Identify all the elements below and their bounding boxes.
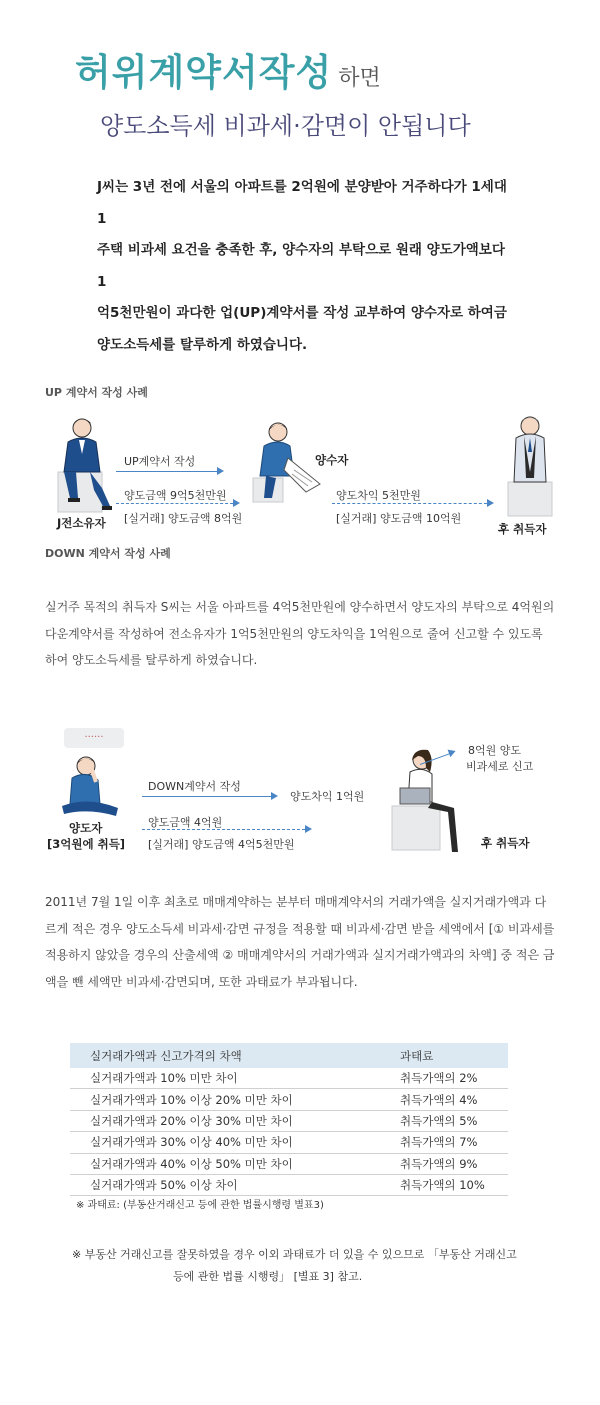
fine-table — [70, 1043, 508, 1196]
intro-line: J씨는 3년 전에 서울의 아파트를 2억원에 분양받아 거주하다가 1세대 1 — [97, 179, 507, 227]
down-arrow2-sub1: 양도금액 4억원 — [148, 816, 223, 829]
buyer-label: 양수자 — [315, 453, 349, 467]
down-case-description: 실거주 목적의 취득자 S씨는 서울 아파트를 4억5천만원에 양수하면서 양도자의 부탁으로 4억원의 다운계약서를 작성하여 전소유자가 1억5천만원의 양도차익을 1억원으로 줄여 신고할 수 있도록 하여 양도소득세를 탈루하게 하였습니다. — [45, 600, 555, 667]
seller-label: J전소유자 — [57, 516, 106, 530]
down-later-buyer-label: 후 취득자 — [481, 836, 530, 850]
intro-line: 주택 비과세 요건을 충족한 후, 양수자의 부탁으로 원래 양도가액보다 1 — [97, 242, 505, 290]
table-cell: 실거래가액과 50% 이상 차이 — [70, 1174, 392, 1195]
up-arrow-1-dashed — [116, 503, 238, 504]
up-arrow1-sub1: 양도금액 9억5천만원 — [124, 489, 227, 502]
table-cell: 실거래가액과 10% 이상 20% 미만 차이 — [70, 1089, 392, 1110]
up-arrow-2-dashed — [332, 503, 492, 504]
up-arrow2-sub1: 양도차익 5천만원 — [336, 489, 421, 502]
down-later-buyer-illustration — [388, 748, 464, 854]
down-case-heading: DOWN 계약서 작성 사례 — [45, 547, 171, 560]
table-row — [70, 1174, 508, 1195]
table-cell: 실거래가액과 30% 이상 40% 미만 차이 — [70, 1132, 392, 1153]
down-seller-label-2: [3억원에 취득] — [47, 837, 126, 851]
table-cell: 취득가액의 4% — [392, 1089, 508, 1110]
table-note: ※ 과태료: (부동산거래신고 등에 관한 법률시행령 별표3) — [76, 1200, 324, 1211]
table-row — [70, 1132, 508, 1153]
footer-line-2: 등에 관한 법률 시행령」 [별표 3] 참고. — [173, 1270, 363, 1283]
up-arrow-1 — [116, 471, 222, 472]
down-seller-label-1: 양도자 — [69, 821, 103, 835]
down-arrow2-sub2: [실거래] 양도금액 4억5천만원 — [148, 838, 295, 851]
down-arrow-2-dashed — [142, 829, 310, 830]
table-row — [70, 1089, 508, 1110]
later-buyer-illustration — [500, 412, 560, 520]
rule-paragraph: 2011년 7월 1일 이후 최초로 매매계약하는 분부터 매매계약서의 거래가액을 실지거래가액과 다르게 적은 경우 양도소득세 비과세·감면 규정을 적용할 때 비과세·감면 받을 세액에서 [① 비과세를 적용하지 않았을 경우의 산출세액 ② 매매계약서의 거래가액과 실지거래가액과의 차액] 중 적은 금액을 뺀 세액만 비과세·감면되며, 또한 과태료가 부과됩니다. — [45, 895, 555, 989]
intro-line: 억5천만원이 과다한 업(UP)계약서를 작성 교부하여 양수자로 하여금 — [97, 305, 507, 321]
title-suffix: 하면 — [338, 66, 381, 91]
table-cell: 취득가액의 5% — [392, 1110, 508, 1131]
table-cell: 취득가액의 2% — [392, 1068, 508, 1089]
table-cell: 실거래가액과 10% 미만 차이 — [70, 1068, 392, 1089]
table-header-fine: 과태료 — [392, 1043, 508, 1068]
table-cell: 실거래가액과 20% 이상 30% 미만 차이 — [70, 1110, 392, 1131]
down-arrow1-result: 양도차익 1억원 — [290, 790, 365, 803]
title-main: 허위계약서작성 — [75, 51, 333, 94]
table-cell: 취득가액의 7% — [392, 1132, 508, 1153]
up-arrow2-sub2: [실거래] 양도금액 10억원 — [336, 512, 462, 525]
intro-paragraph — [97, 172, 517, 361]
table-row — [70, 1110, 508, 1131]
footer-line-1: ※ 부동산 거래신고를 잘못하였을 경우 이외 과태료가 더 있을 수 있으므로 「부동산 거래신고 — [72, 1248, 517, 1261]
table-cell: 실거래가액과 40% 이상 50% 미만 차이 — [70, 1153, 392, 1174]
page-title — [75, 42, 381, 96]
down-later-note-1: 8억원 양도 — [468, 744, 521, 757]
down-seller-illustration — [52, 752, 126, 822]
table-header-row — [70, 1043, 508, 1068]
table-header-diff: 실거래가액과 신고가격의 차액 — [70, 1043, 392, 1068]
intro-line: 양도소득세를 탈루하게 하였습니다. — [97, 336, 308, 353]
table-cell: 취득가액의 10% — [392, 1174, 508, 1195]
down-later-note-2: 비과세로 신고 — [466, 760, 534, 773]
up-arrow1-sub2: [실거래] 양도금액 8억원 — [124, 512, 243, 525]
down-arrow1-label: DOWN계약서 작성 — [148, 780, 241, 793]
later-buyer-label: 후 취득자 — [498, 522, 547, 536]
table-cell: 취득가액의 9% — [392, 1153, 508, 1174]
table-row — [70, 1068, 508, 1089]
up-case-heading: UP 계약서 작성 사례 — [45, 386, 148, 399]
speech-bubble: ...... — [64, 728, 124, 748]
seller-illustration — [50, 410, 120, 515]
up-arrow1-label: UP계약서 작성 — [124, 455, 196, 468]
table-row — [70, 1153, 508, 1174]
down-arrow-1 — [142, 796, 276, 797]
page-subtitle: 양도소득세 비과세·감면이 안됩니다 — [100, 112, 471, 140]
